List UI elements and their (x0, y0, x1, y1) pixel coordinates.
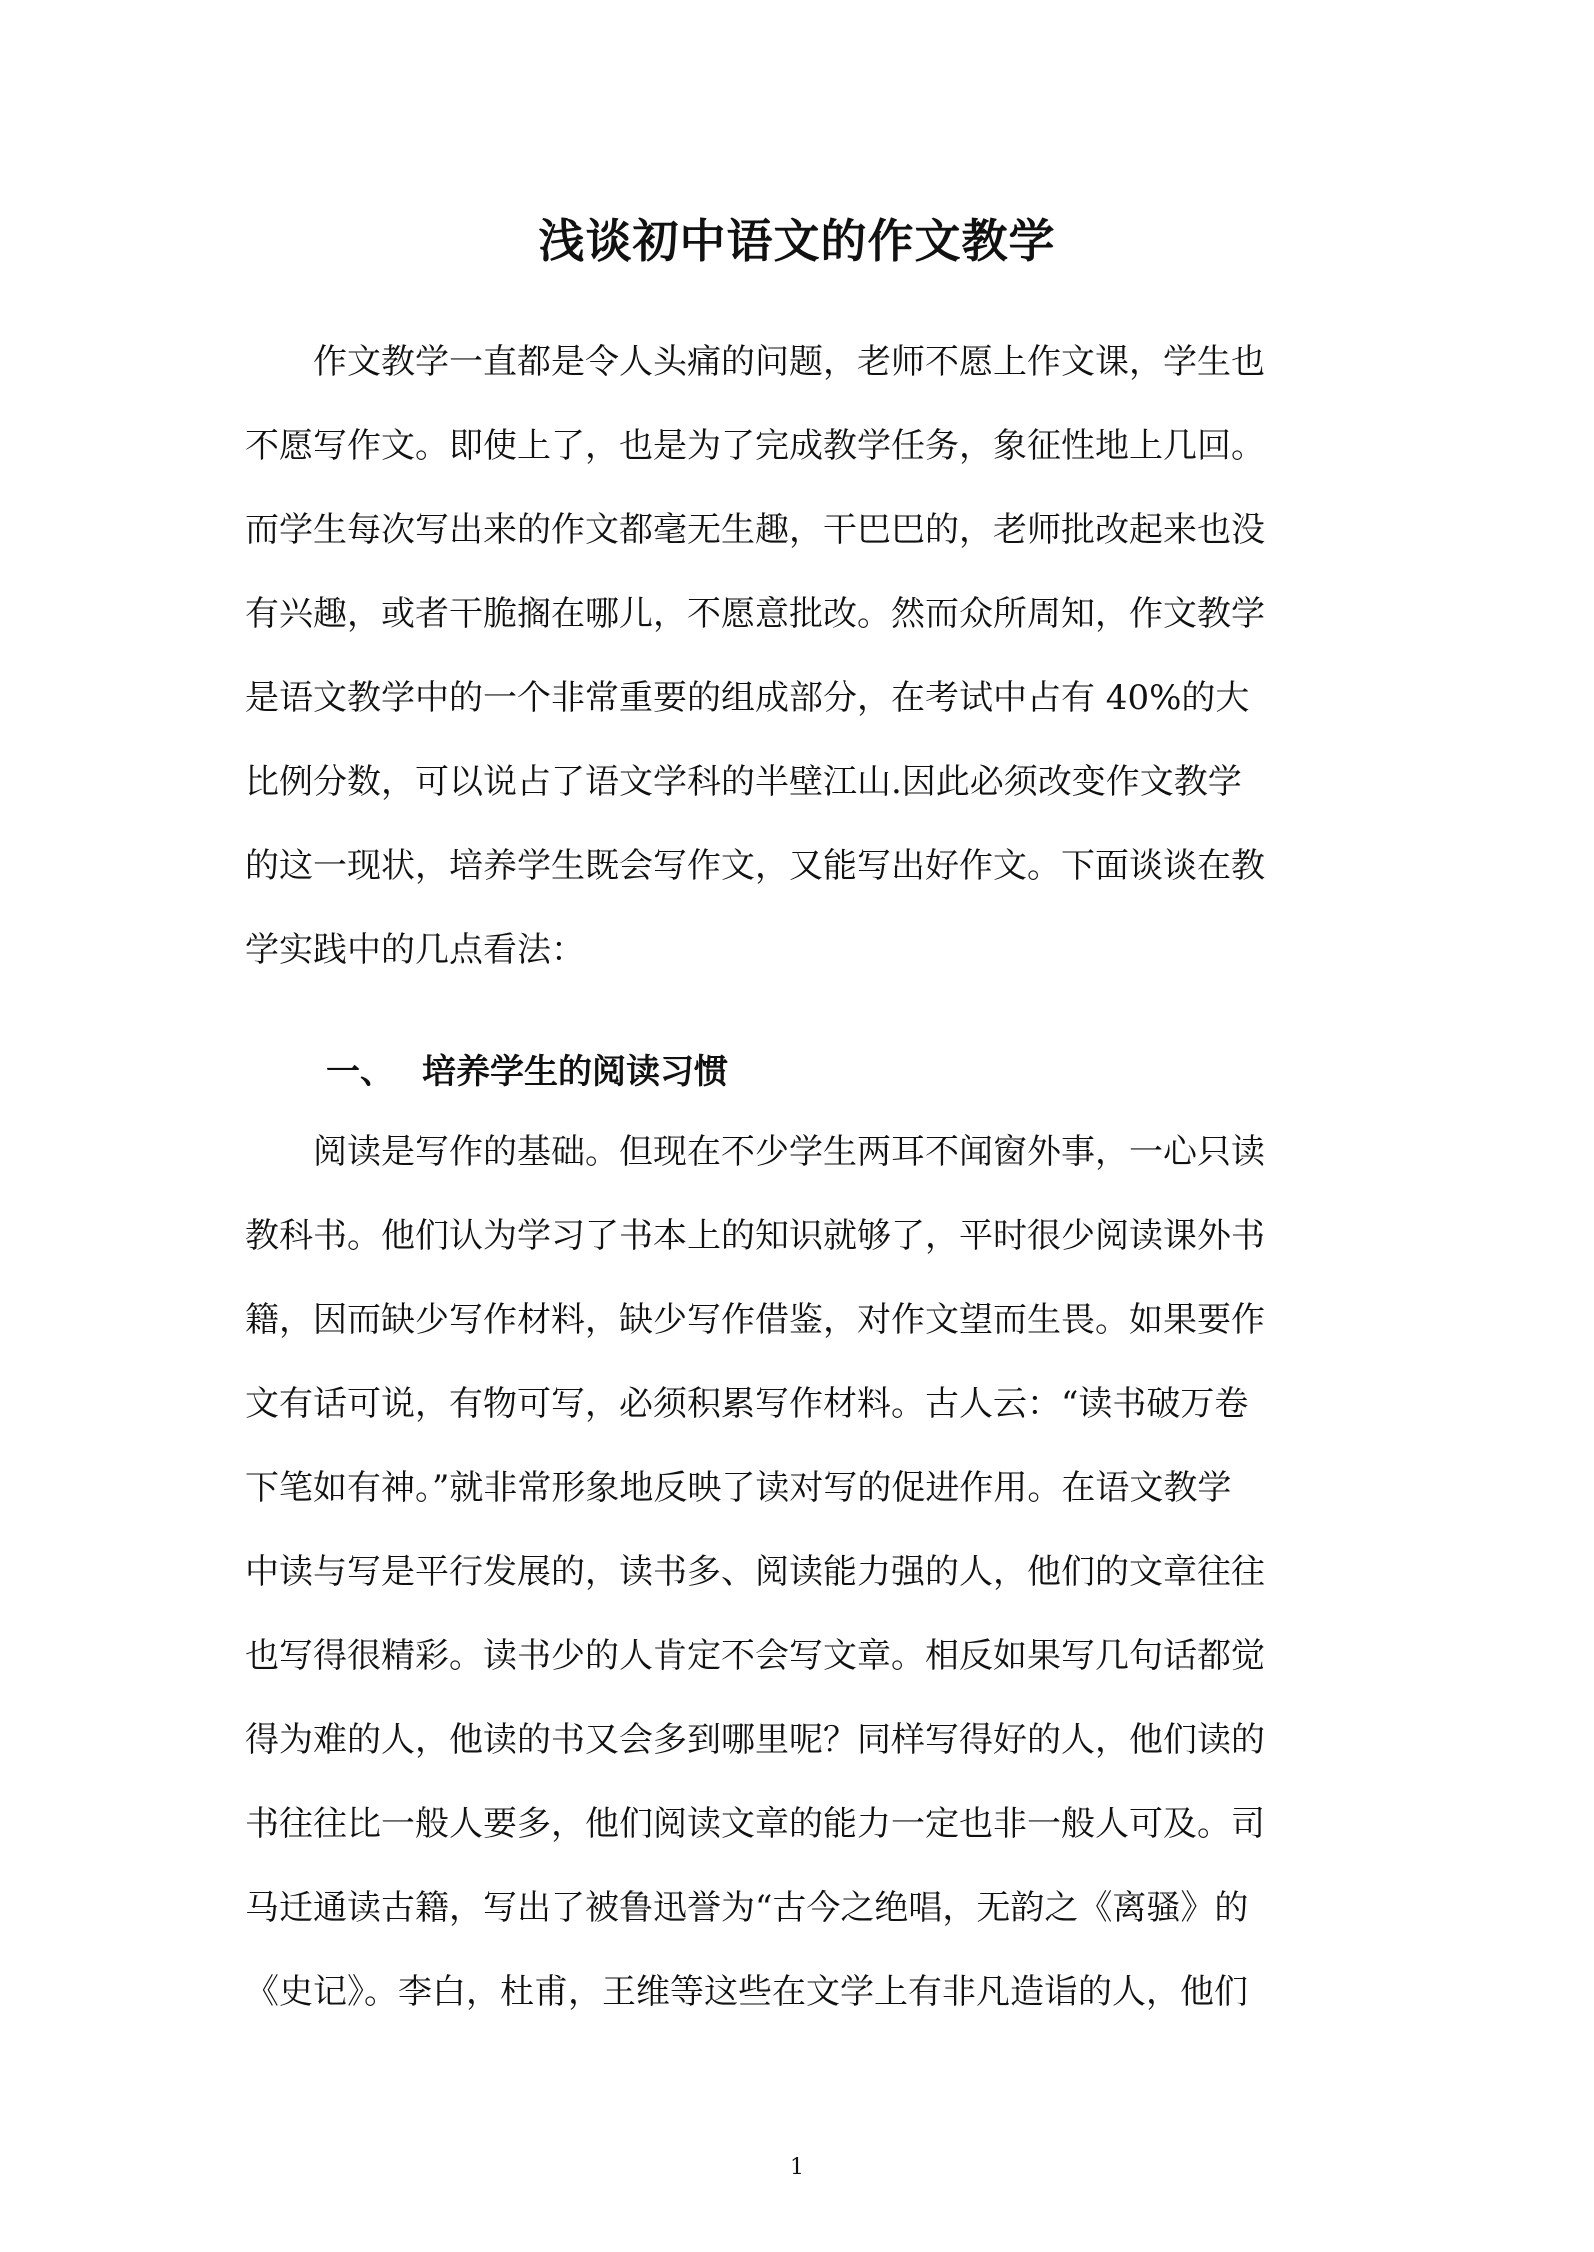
section-heading-text: 培养学生的阅读习惯 (422, 1052, 728, 1092)
paragraph-line: 学实践中的几点看法： (245, 930, 585, 970)
paragraph-line: 教科书。他们认为学习了书本上的知识就够了，平时很少阅读课外书 (245, 1216, 1265, 1256)
section-paragraph (245, 1110, 1355, 2034)
paragraph-line: 而学生每次写出来的作文都毫无生趣，干巴巴的，老师批改起来也没 (245, 510, 1265, 550)
paragraph-line: 中读与写是平行发展的，读书多、阅读能力强的人，他们的文章往往 (245, 1552, 1265, 1592)
paragraph-line: 马迁通读古籍，写出了被鲁迅誉为“古今之绝唱，无韵之《离骚》的 (245, 1888, 1249, 1928)
section-number: 一、 (326, 1052, 394, 1092)
paragraph-line: 《史记》。李白，杜甫，王维等这些在文学上有非凡造诣的人，他们 (245, 1972, 1248, 2012)
intro-paragraph (245, 320, 1355, 992)
paragraph-line: 是语文教学中的一个非常重要的组成部分，在考试中占有 40%的大 (245, 678, 1250, 718)
page-number: 1 (790, 2155, 804, 2180)
paragraph-line: 不愿写作文。即使上了，也是为了完成教学任务，象征性地上几回。 (245, 426, 1265, 466)
document-title: 浅谈初中语文的作文教学 (538, 214, 1056, 268)
paragraph-line: 文有话可说，有物可写，必须积累写作材料。古人云：“读书破万卷 (245, 1384, 1249, 1424)
paragraph-line: 作文教学一直都是令人头痛的问题，老师不愿上作文课，学生也 (245, 342, 1265, 382)
paragraph-line: 也写得很精彩。读书少的人肯定不会写文章。相反如果写几句话都觉 (245, 1636, 1265, 1676)
paragraph-line: 籍，因而缺少写作材料，缺少写作借鉴，对作文望而生畏。如果要作 (245, 1300, 1265, 1340)
paragraph-line: 的这一现状，培养学生既会写作文，又能写出好作文。下面谈谈在教 (245, 846, 1265, 886)
paragraph-line: 阅读是写作的基础。但现在不少学生两耳不闻窗外事，一心只读 (245, 1132, 1265, 1172)
paragraph-line: 比例分数，可以说占了语文学科的半壁江山.因此必须改变作文教学 (245, 762, 1242, 802)
section-heading (326, 1030, 728, 1114)
paragraph-line: 书往往比一般人要多，他们阅读文章的能力一定也非一般人可及。司 (245, 1804, 1265, 1844)
paragraph-line: 下笔如有神。”就非常形象地反映了读对写的促进作用。在语文教学 (245, 1468, 1232, 1508)
paragraph-line: 得为难的人，他读的书又会多到哪里呢？同样写得好的人，他们读的 (245, 1720, 1265, 1760)
paragraph-line: 有兴趣，或者干脆搁在哪儿，不愿意批改。然而众所周知，作文教学 (245, 594, 1265, 634)
